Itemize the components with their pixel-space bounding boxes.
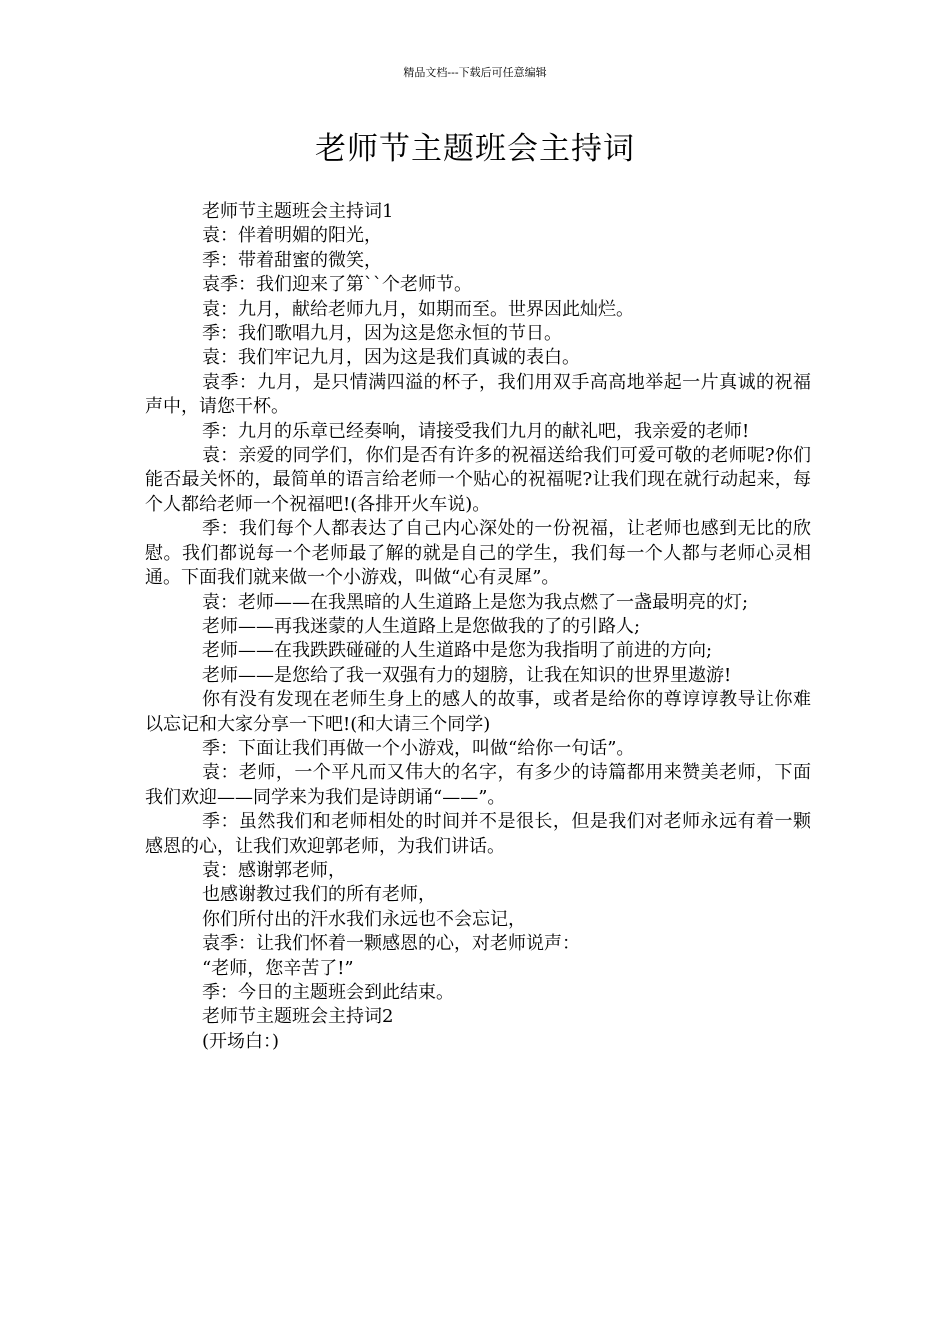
body-paragraph: 季：下面让我们再做一个小游戏，叫做“给你一句话”。 (202, 737, 635, 759)
body-paragraph: 袁季：九月，是只情满四溢的杯子，我们用双手高高地举起一片真诚的祝福声中，请您干杯。 (145, 371, 811, 418)
body-paragraph: 袁：老师——在我黑暗的人生道路上是您为我点燃了一盏最明亮的灯; (202, 591, 749, 613)
body-paragraph: 袁：伴着明媚的阳光， (202, 225, 382, 247)
body-paragraph: 季：我们每个人都表达了自己内心深处的一份祝福，让老师也感到无比的欣慰。我们都说每一个老师最了解的就是自己的学生，我们每一个人都与老师心灵相通。下面我们就来做一个小游戏，叫做“心有灵犀”。 (145, 518, 811, 589)
body-paragraph: 季：虽然我们和老师相处的时间并不是很长，但是我们对老师永远有着一颗感恩的心，让我们欢迎郭老师，为我们讲话。 (145, 811, 811, 857)
body-paragraph: 季：今日的主题班会到此结束。 (202, 982, 454, 1003)
body-paragraph: 袁：九月，献给老师九月，如期而至。世界因此灿烂。 (202, 298, 634, 320)
body-paragraph: 袁：感谢郭老师， (202, 859, 346, 881)
body-paragraph: “老师，您辛苦了!” (202, 957, 354, 979)
body-paragraph: 季：九月的乐章已经奏响，请接受我们九月的献礼吧，我亲爱的老师! (202, 420, 750, 442)
body-paragraph: 袁：我们牢记九月，因为这是我们真诚的表白。 (202, 347, 580, 369)
section-heading-1: 老师节主题班会主持词1 (202, 201, 394, 222)
body-paragraph: 老师——再我迷蒙的人生道路上是您做我的了的引路人; (202, 615, 641, 637)
body-paragraph: 老师——是您给了我一双强有力的翅膀，让我在知识的世界里遨游! (202, 664, 732, 686)
document-title: 老师节主题班会主持词 (315, 131, 635, 167)
body-paragraph: 袁季：我们迎来了第``个老师节。 (202, 274, 472, 296)
body-paragraph: (开场白：) (202, 1030, 280, 1052)
body-paragraph: 袁季：让我们怀着一颗感恩的心，对老师说声： (202, 933, 580, 955)
body-paragraph: 季：我们歌唱九月，因为这是您永恒的节日。 (202, 323, 562, 345)
body-paragraph: 季：带着甜蜜的微笑， (202, 249, 382, 271)
section-heading-2: 老师节主题班会主持词2 (202, 1006, 394, 1028)
body-paragraph: 你有没有发现在老师生身上的感人的故事，或者是给你的尊谆谆教导让你难以忘记和大家分享一下吧!(和大请三个同学) (145, 689, 811, 735)
body-paragraph: 袁：亲爱的同学们，你们是否有许多的祝福送给我们可爱可敬的老师呢?你们能否最关怀的，最简单的语言给老师一个贴心的祝福呢?让我们现在就行动起来，每个人都给老师一个祝福吧!(各排开火车说)。 (145, 445, 811, 515)
body-paragraph: 老师——在我跌跌碰碰的人生道路中是您为我指明了前进的方向; (202, 640, 713, 662)
body-paragraph: 也感谢教过我们的所有老师， (202, 884, 436, 906)
body-paragraph: 袁：老师，一个平凡而又伟大的名字，有多少的诗篇都用来赞美老师，下面我们欢迎——同学来为我们是诗朗诵“——”。 (145, 762, 811, 808)
body-paragraph: 你们所付出的汗水我们永远也不会忘记， (202, 908, 526, 930)
page-header-note: 精品文档---下载后可任意编辑 (403, 66, 547, 79)
document-body (145, 200, 811, 1054)
